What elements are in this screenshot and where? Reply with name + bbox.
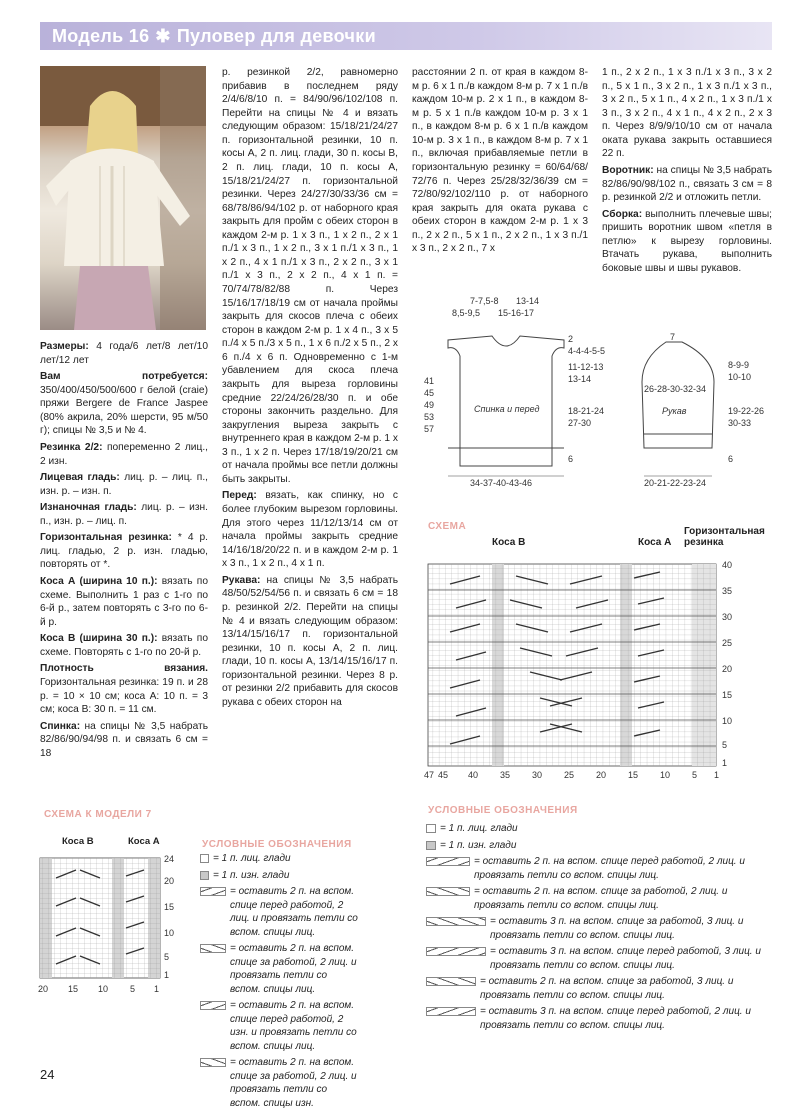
text-column-4: 1 п., 2 х 2 п., 1 х 3 п./1 х 3 п., 3 х 2 п., 5 х 1 п., 3 х 2 п., 1 х 3 п./1 х 3 п., 3 х 2 п., 5 х 1 п., 4 х 2 п., 1 х 3 п./1 х 3 п., 3 х 2 п., 4 х 1 п., 4 х 2 п., 2 х 3 п. Через 8/9/9/10/10 см от начала оката рукава закрыть оставшиеся 22 п. Воротник: на спицы № 3,5 набрать 82/86/90/98/102 п., связать 3 см = 8 р. резинкой 2/2 и отложить петли. Сборка: выполнить плечевые швы; пришить воротник швом «петля в петлю» к вырезу горловины. Втачать рукава, выполнить боковые швы и швы рукавов. [602,67,772,274]
legend-item: = оставить 2 п. на вспом. спице за работой, 3 лиц. и провязать петли со вспом. спицы лиц. [426,975,778,1002]
cable-2-3-back-icon [426,977,476,986]
main-knitting-chart [420,548,772,782]
legend7-title: УСЛОВНЫЕ ОБОЗНАЧЕНИЯ [202,839,352,850]
legend7 [200,852,360,1113]
svg-text:24: 24 [164,854,175,864]
svg-text:13-14: 13-14 [568,374,592,384]
cable-3-front-icon [426,947,486,956]
svg-text:1: 1 [722,758,728,768]
scheme-horiz-label: Горизонтальная резинка [684,526,765,548]
svg-text:6: 6 [568,454,574,464]
star-icon: ✱ [155,26,171,46]
scheme7-title: СХЕМА К МОДЕЛИ 7 [44,809,152,820]
text-column-3: расстоянии 2 п. от края в каждом 8-м р. 6 х 1 п./в каждом 8-м р. 7 х 1 п./в каждом 10-м р. 2 х 1 п., в каждом 8-м р. 5 х 1 п./в каждом 10-м р. 3 х 1 п., в каждом 8-м р. 6 х 1 п./в каждом 10-м р. 3 х 1 п., в каждом 8-м р. 7 х 1 п., включая прибавляемые петли в горизонтальную резинку = 60/64/68/ 72/76 п. Через 25/28/32/36/39 см = 72/80/92/102/110 р. от наборного края закрыть для оката рукава с обеих сторон в каждом 2-м р. 1 х 3 п., 2 х 2 п., 5 х 1 п., 2 х 2 п., 1 х 3 п./1 х 3 п., 2 х 2 п., 7 х [412,67,588,255]
cable-2-front-icon [426,857,470,866]
svg-text:5: 5 [722,740,728,750]
svg-text:40: 40 [722,560,733,570]
svg-text:45: 45 [424,388,435,398]
scheme7-kosa-b-label: Коса В [62,836,94,847]
cable-2-back-icon [426,887,470,896]
scheme-kosa-a-label: Коса А [638,537,672,548]
text-column-2: р. резинкой 2/2, равномерно прибавив в последнем ряду 2/4/6/8/10 п. = 84/90/96/102/108 п. Перейти на спицы № 4 и вязать следующим образом: 15/18/21/24/27 п. горизонтальной резинки, 10 п. косы А, 2 п. лиц. глади, 30 п. косы В, 2 п. лиц. глади, 10 п. косы А, 15/18/21/24/27 п. горизонтальной резинки. Через 24/27/30/33/36 см = 68/78/86/94/102 р. от наборного края закрыть для пройм с обеих сторон в каждом 2-м р. 1 х 3 п., 1 х 2 п., 2 х 1 п./1 х 3 п., 1 х 2 п., 3 х 1 п./1 х 3 п., 1 х 2 п., 4 х 1 п./1 х 3 п., 2 х 2 п., 3 х 1 п./1 х 3 п., 2 х 2 п., 4 х 1 п. = 70/74/78/82/88 п. Через 15/16/17/18/19 см от начала проймы закрыть для скосов плеча с обеих сторон в каждом 2-м р. 1 х 4 п., 3 х 5 п./4 х 5 п./3 х 5 п., 1 х 6 п./2 х 5 п., 2 х 6 п./4 х 6 п. Одновременно с 1-м убавлением для скоса плеча закрыть для выреза горловины средние 22/24/26/28/30 п. и обе стороны закончить раздельно. Для закругления выреза закрыть с внутреннего края в каждом 2-м р. 1 х 3 п., 1 х 2 п. Через 17/18/19/20/21 см от начала проймы все петли должны быть закрыты. Перед: вязать, как спинку, но с более глубоким вырезом горловины. Для этого через 11/12/13/14 см от начала проймы закрыть средние 14/16/18/20/22 п. и в каждом 2-м р. 1 х 3 п., 1 х 2 п., 4 х 1 п. Рукава: на спицы № 3,5 набрать 48/50/52/54/56 п. и связать 6 см = 18 р. резинкой 2/2. Перейти на спицы № 4 и вязать следующим образом: 13/14/15/16/17 п. горизонтальной резинки, 10 п. косы А, 2 п. лиц. глади, 10 п. косы А, 13/14/15/16/17 п. горизонтальной резинки. Через 8 р. от резинки 2/2 прибавить для скосов рукава с обеих сторон на [222,67,398,708]
svg-text:25: 25 [722,638,733,648]
svg-text:30: 30 [722,612,733,622]
cable-back-purl-icon [200,1058,226,1067]
svg-text:Рукав: Рукав [662,406,687,416]
svg-text:15-16-17: 15-16-17 [498,308,535,318]
svg-text:15: 15 [722,690,733,700]
svg-text:27-30: 27-30 [568,418,592,428]
svg-text:10: 10 [98,984,109,994]
legend-item: = оставить 3 п. на вспом. спице перед работой, 3 лиц. и провязать петли со вспом. спицы лиц. [426,945,778,972]
svg-text:18-21-24: 18-21-24 [568,406,605,416]
svg-text:2: 2 [568,334,574,344]
cable-front-purl-icon [200,1001,226,1010]
knit-stitch-icon [200,854,209,863]
cable-back-icon [200,944,226,953]
svg-text:6: 6 [728,454,734,464]
svg-text:20: 20 [164,876,175,886]
svg-text:11-12-13: 11-12-13 [568,362,604,372]
svg-text:7: 7 [670,332,676,342]
purl-stitch-icon [426,841,436,850]
model-photo [40,66,206,330]
svg-text:1: 1 [164,970,170,980]
page-number: 24 [40,1067,55,1082]
girl-photo-illustration [40,66,206,330]
legend-title: УСЛОВНЫЕ ОБОЗНАЧЕНИЯ [428,805,578,816]
cable-front-icon [200,887,226,896]
svg-text:5: 5 [130,984,136,994]
svg-text:45: 45 [438,770,449,780]
cable-3-2-front-icon [426,1007,476,1016]
svg-text:1: 1 [714,770,720,780]
svg-text:1: 1 [154,984,160,994]
svg-text:20: 20 [722,664,733,674]
model-title: Пуловер для девочки [176,26,376,46]
svg-text:10-10: 10-10 [728,372,752,382]
legend7-item: = 1 п. изн. глади [200,869,360,883]
legend-item: = оставить 3 п. на вспом. спице за работой, 3 лиц. и провязать петли со вспом. спицы лиц. [426,915,778,942]
model-number: Модель 16 [52,26,150,46]
svg-text:35: 35 [500,770,511,780]
header-title [52,25,376,49]
legend7-item: = оставить 2 п. на вспом. спице перед работой, 2 лиц. и провязать петли со вспом. спицы лиц. [200,885,360,939]
svg-text:7-7,5-8: 7-7,5-8 [470,296,499,306]
scheme7-kosa-a-label: Коса А [128,836,160,847]
legend7-item: = оставить 2 п. на вспом. спице за работой, 2 лиц. и провязать петли со вспом. спицы изн. [200,1056,360,1110]
legend-item: = оставить 3 п. на вспом. спице перед работой, 2 лиц. и провязать петли со вспом. спицы лиц. [426,1005,778,1032]
svg-text:10: 10 [722,716,733,726]
legend-item: = оставить 2 п. на вспом. спице за работой, 2 лиц. и провязать петли со вспом. спицы лиц. [426,885,778,912]
svg-text:13-14: 13-14 [516,296,540,306]
svg-text:5: 5 [692,770,698,780]
svg-text:30-33: 30-33 [728,418,752,428]
svg-text:Спинка и перед: Спинка и перед [474,404,540,414]
svg-text:15: 15 [628,770,639,780]
legend7-item: = оставить 2 п. на вспом. спице перед работой, 2 изн. и провязать петли со вспом. спицы лиц. [200,999,360,1053]
body-pattern-diagram [412,296,608,492]
model7-knitting-chart [36,848,186,998]
svg-text:19-22-26: 19-22-26 [728,406,765,416]
scheme-kosa-b-label: Коса В [492,537,526,548]
svg-text:20: 20 [38,984,49,994]
svg-text:30: 30 [532,770,543,780]
knit-stitch-icon [426,824,436,833]
svg-text:10: 10 [660,770,671,780]
svg-text:4-4-4-5-5: 4-4-4-5-5 [568,346,606,356]
svg-text:8-9-9: 8-9-9 [728,360,750,370]
svg-text:57: 57 [424,424,435,434]
legend7-item: = оставить 2 п. на вспом. спице за работой, 2 лиц. и провязать петли со вспом. спицы лиц. [200,942,360,996]
scheme-row-labels [722,560,732,768]
svg-text:47: 47 [424,770,435,780]
scheme7-col-labels [38,984,159,994]
legend-item: = 1 п. лиц. глади [426,822,778,836]
svg-text:8,5-9,5: 8,5-9,5 [452,308,481,318]
svg-text:15: 15 [164,902,175,912]
svg-text:26-28-30-32-34: 26-28-30-32-34 [644,384,707,394]
legend-item: = оставить 2 п. на вспом. спице перед работой, 2 лиц. и провязать петли со вспом. спицы лиц. [426,855,778,882]
svg-text:20-21-22-23-24: 20-21-22-23-24 [644,478,707,488]
svg-text:49: 49 [424,400,435,410]
legend7-item: = 1 п. лиц. глади [200,852,360,866]
legend [426,822,778,1035]
svg-text:41: 41 [424,376,435,386]
cable-3-back-icon [426,917,486,926]
svg-text:40: 40 [468,770,479,780]
scheme-col-labels [424,770,719,780]
purl-stitch-icon [200,871,209,880]
model-header [40,22,772,50]
svg-text:10: 10 [164,928,175,938]
svg-text:15: 15 [68,984,79,994]
svg-text:5: 5 [164,952,170,962]
legend-item: = 1 п. изн. глади [426,839,778,853]
svg-text:25: 25 [564,770,575,780]
scheme-title: СХЕМА [428,521,467,532]
svg-text:35: 35 [722,586,733,596]
sleeve-pattern-diagram [624,330,772,490]
svg-text:20: 20 [596,770,607,780]
scheme7-row-labels [164,854,174,980]
text-column-1: Размеры: 4 года/6 лет/8 лет/10 лет/12 лет Вам потребуется: 350/400/450/500/600 г белой (craie) пряжи Bergere de France Jaspee (80% акрила, 20% шерсти, 95 м/50 г); спицы № 3,5 и № 4. Резинка 2/2: попеременно 2 лиц., 2 изн. Лицевая гладь: лиц. р. – лиц. п., изн. р. – изн. п. Изнаночная гладь: лиц. р. – изн. п., изн. р. – лиц. п. Горизонтальная резинка: * 4 р. лиц. гладью, 2 р. изн. гладью, повторять от *. Коса А (ширина 10 п.): вязать по схеме. Выполнить 1 раз с 1-го по 6-й р., затем повторять с 3-го по 6-й р. Коса В (ширина 30 п.): вязать по схеме. Повторять с 1-го по 20-й р. Плотность вязания. Горизонтальная резинка: 19 п. и 28 р. = 10 × 10 см; коса А: 10 п. = 3 см; коса В: 30 п. = 11 см. Спинка: на спицы № 3,5 набрать 82/86/90/94/98 п. и связать 6 см = 18 [40,341,209,759]
svg-text:53: 53 [424,412,435,422]
svg-text:34-37-40-43-46: 34-37-40-43-46 [470,478,533,488]
